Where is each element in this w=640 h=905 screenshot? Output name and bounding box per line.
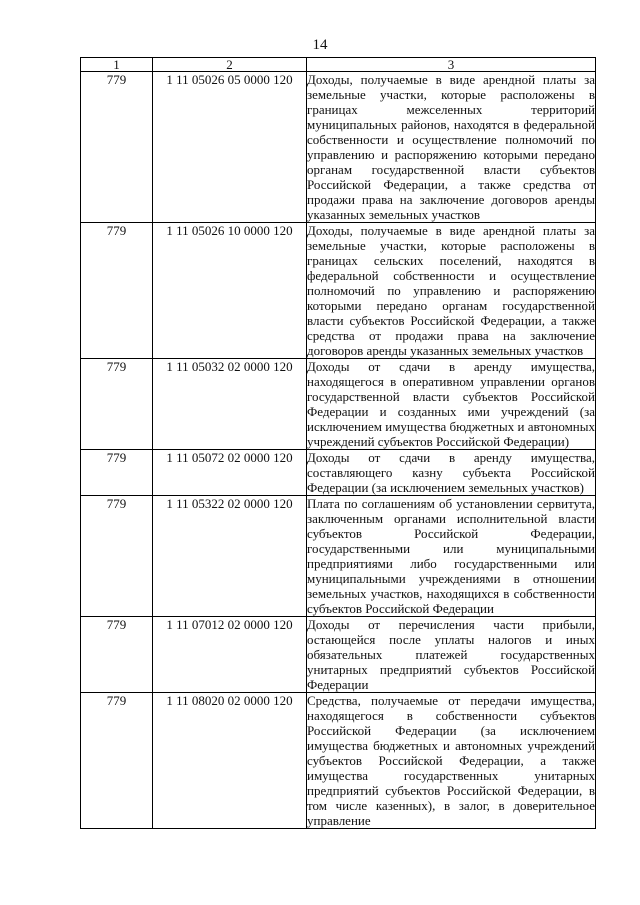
table-row (81, 450, 596, 496)
table-row (81, 617, 596, 693)
kbk-code-cell: 1 11 07012 02 0000 120 (153, 617, 307, 693)
column-header-1: 1 (81, 58, 153, 72)
kbk-code-cell: 1 11 05322 02 0000 120 (153, 496, 307, 617)
admin-code-cell: 779 (81, 72, 153, 223)
description-cell: Плата по соглашениям об установлении сервитута, заключенным органами исполнительной власти субъектов Российской Федерации, государственными или муниципальными предприятиями либо государственными или муниципальными учреждениями в отношении земельных участков, находящихся в собственности субъектов Российской Федерации (307, 496, 595, 616)
admin-code-cell: 779 (81, 617, 153, 693)
table-row (81, 496, 596, 617)
description-cell: Доходы от сдачи в аренду имущества, находящегося в оперативном управлении органов государственной власти субъектов Российской Федерации и созданных ими учреждений (за исключением имущества бюджетных и автономных учреждений субъектов Российской Федерации) (307, 359, 595, 449)
column-header-3: 3 (307, 58, 596, 72)
table-row (81, 72, 596, 223)
admin-code-cell: 779 (81, 359, 153, 450)
kbk-code-cell: 1 11 08020 02 0000 120 (153, 693, 307, 829)
table-row (81, 359, 596, 450)
description-cell: Доходы, получаемые в виде арендной платы за земельные участки, которые расположены в границах межселенных территорий муниципальных районов, находятся в федеральной собственности и осуществление полномочий по управлению и распоряжению которыми передано органам государственной власти субъектов Российской Федерации, а также средства от продажи права на заключение договоров аренды указанных земельных участков (307, 72, 595, 222)
admin-code-cell: 779 (81, 496, 153, 617)
kbk-code-cell: 1 11 05072 02 0000 120 (153, 450, 307, 496)
table-header-row (81, 58, 596, 72)
table-row (81, 223, 596, 359)
admin-code-cell: 779 (81, 693, 153, 829)
kbk-code-cell: 1 11 05032 02 0000 120 (153, 359, 307, 450)
column-header-2: 2 (153, 58, 307, 72)
admin-code-cell: 779 (81, 450, 153, 496)
description-cell: Доходы от сдачи в аренду имущества, составляющего казну субъекта Российской Федерации (за исключением земельных участков) (307, 450, 595, 495)
description-cell: Доходы, получаемые в виде арендной платы за земельные участки, которые расположены в границах сельских поселений, находятся в федеральной собственности и осуществление полномочий по управлению и распоряжению которыми передано органам государственной власти субъектов Российской Федерации, а также средства от продажи права на заключение договоров аренды указанных земельных участков (307, 223, 595, 358)
description-cell: Средства, получаемые от передачи имущества, находящегося в собственности субъектов Российской Федерации (за исключением имущества бюджетных и автономных учреждений субъектов Российской Федерации, а также имущества государственных унитарных предприятий субъектов Российской Федерации, в том числе казенных), в залог, в доверительное управление (307, 693, 595, 828)
kbk-code-cell: 1 11 05026 05 0000 120 (153, 72, 307, 223)
admin-code-cell: 779 (81, 223, 153, 359)
page-number: 14 (312, 37, 328, 53)
table-row (81, 693, 596, 829)
budget-classification-table (80, 57, 596, 829)
description-cell: Доходы от перечисления части прибыли, остающейся после уплаты налогов и иных обязательных платежей государственных унитарных предприятий субъектов Российской Федерации (307, 617, 595, 692)
kbk-code-cell: 1 11 05026 10 0000 120 (153, 223, 307, 359)
